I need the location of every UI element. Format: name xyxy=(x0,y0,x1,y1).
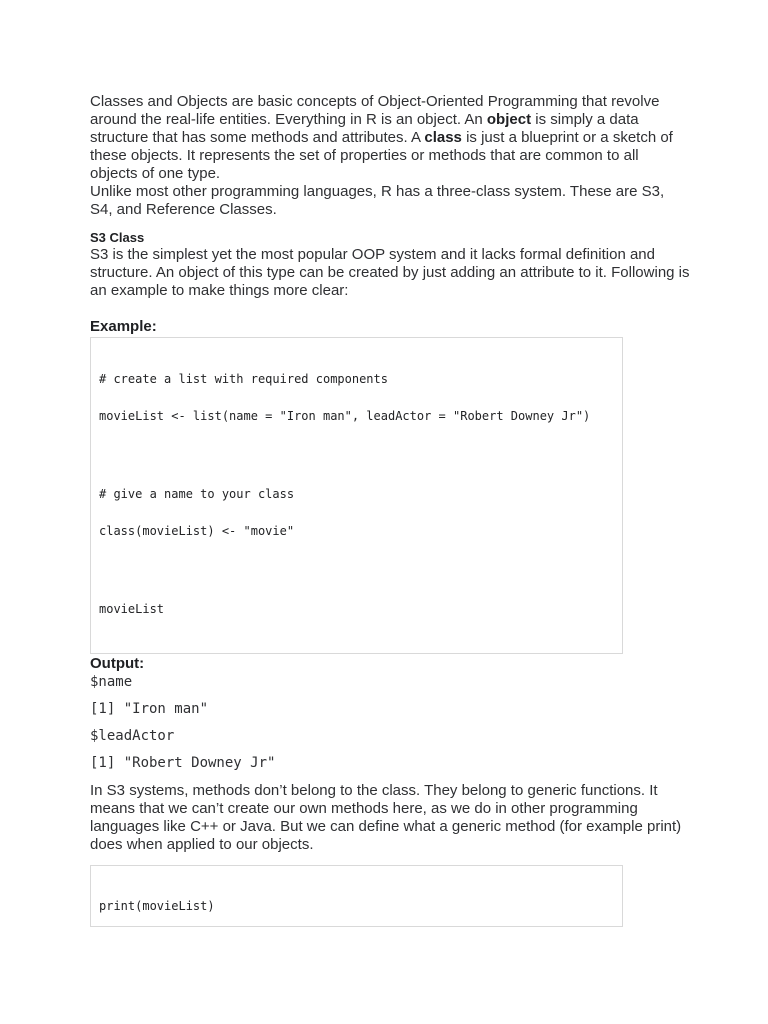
code-line-comment-name: # give a name to your class xyxy=(99,487,295,501)
output-block xyxy=(90,673,690,772)
example-label: Example: xyxy=(90,318,157,335)
code-line-class-assignment: class(movieList) <- "movie" xyxy=(99,524,295,538)
class-term: class xyxy=(424,129,462,146)
intro-text-2: is simply a data structure that has some methods and attributes. A xyxy=(90,111,639,146)
code-line-print: print(movieList) xyxy=(99,899,215,913)
output-line-name-key: $name xyxy=(90,674,133,690)
object-term: object xyxy=(486,111,532,128)
s3-description: S3 is the simplest yet the most popular OOP system and it lacks formal definition and structure. An object of this type can be created by just adding an attribute to it. Following is an example to make things more clear: xyxy=(90,246,690,299)
intro-text-1: Classes and Objects are basic concepts of Object-Oriented Programming that revolve around the real-life entities. Everything in R is an object. An xyxy=(90,93,660,128)
example-code-block[interactable] xyxy=(90,337,623,654)
output-line-name-value: [1] "Iron man" xyxy=(90,701,209,717)
code-line-comment-create: # create a list with required components xyxy=(99,372,388,386)
intro-paragraph xyxy=(90,93,690,183)
output-line-leadactor-key: $leadActor xyxy=(90,728,175,744)
methods-paragraph: In S3 systems, methods don’t belong to the class. They belong to generic functions. It means that we can’t create our own methods here, as we do in other programming languages like C++ or Java. But we can define what a generic method (for example print) does when applied to our objects. xyxy=(90,782,682,853)
output-label: Output: xyxy=(90,655,145,672)
output-line-leadactor-value: [1] "Robert Downey Jr" xyxy=(90,755,276,771)
article-body xyxy=(90,93,690,927)
code-line-movielist: movieList xyxy=(99,602,165,616)
intro-text-3: is just a blueprint or a sketch of these objects. It represents the set of properties or methods that are common to all objects of one type. xyxy=(90,129,673,182)
code-line-list-assignment: movieList <- list(name = "Iron man", leadActor = "Robert Downey Jr") xyxy=(99,409,591,423)
s3-class-heading: S3 Class xyxy=(90,230,145,245)
three-class-paragraph: Unlike most other programming languages, R has a three-class system. These are S3, S4, and Reference Classes. xyxy=(90,183,665,218)
print-code-block[interactable] xyxy=(90,865,623,927)
